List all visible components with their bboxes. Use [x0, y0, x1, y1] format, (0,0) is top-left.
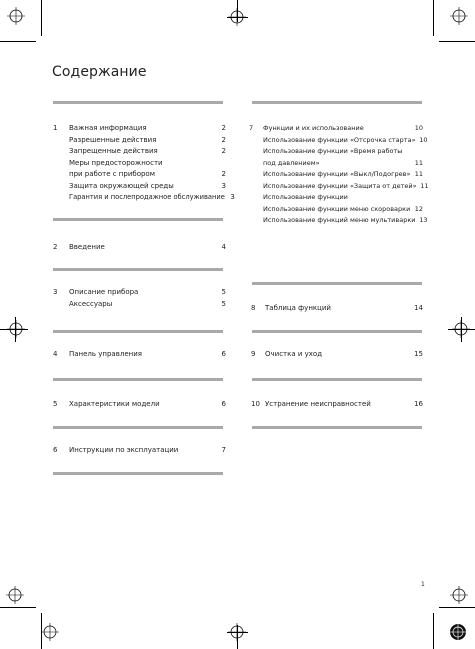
toc-entry[interactable]: [249, 204, 423, 216]
toc-page-number: 16: [414, 400, 423, 408]
toc-entry-text: Устранение неисправностей: [265, 400, 371, 408]
toc-entry[interactable]: [53, 349, 226, 361]
toc-page-number: 2: [221, 135, 226, 144]
toc-section: [53, 349, 226, 361]
section-divider: [252, 330, 422, 333]
toc-section: [251, 303, 423, 315]
toc-page-number: 3: [230, 193, 235, 201]
registration-mark-icon: [7, 7, 25, 25]
section-number: 2: [53, 243, 58, 251]
toc-page-number: 2: [221, 124, 226, 132]
toc-page-number: 5: [221, 288, 226, 296]
toc-entry[interactable]: [251, 303, 423, 315]
page-number: 1: [421, 581, 425, 588]
toc-entry-text: Использование функции меню скороварки: [263, 204, 411, 213]
toc-page-number: 7: [221, 446, 226, 454]
section-divider: [53, 268, 223, 271]
registration-mark-icon: [228, 8, 246, 26]
toc-entry-text: Очистка и уход: [265, 350, 323, 358]
toc-entry[interactable]: [53, 299, 226, 311]
section-number: 10: [251, 400, 260, 408]
crop-mark: [41, 0, 42, 36]
toc-entry-text: Таблица функций: [265, 304, 331, 312]
toc-page-number: 2: [221, 170, 226, 178]
registration-mark-icon: [6, 586, 24, 604]
toc-page-number: 10: [414, 124, 423, 132]
section-divider: [53, 378, 223, 381]
toc-page-number: 5: [221, 299, 226, 308]
toc-entry-text: Использование функции «Выкл/Подогрев»: [263, 170, 411, 178]
page-title: Содержание: [52, 64, 147, 80]
toc-entry[interactable]: [249, 215, 428, 227]
toc-entry-text: Инструкции по эксплуатации: [69, 446, 179, 454]
toc-page-number: 3: [221, 181, 226, 190]
toc-entry[interactable]: [53, 135, 226, 147]
section-divider: [53, 472, 223, 475]
toc-entry-text: Разрешенные действия: [69, 135, 157, 144]
toc-entry-text: Защита окружающей среды: [69, 181, 174, 190]
registration-mark-icon: [41, 623, 59, 641]
section-divider: [252, 282, 422, 285]
toc-entry[interactable]: [249, 169, 423, 181]
toc-entry-text: Функции и их использование: [263, 124, 364, 132]
toc-entry[interactable]: [53, 399, 226, 411]
registration-mark-icon: [7, 320, 25, 338]
toc-entry[interactable]: [53, 146, 226, 158]
toc-page-number: [411, 192, 423, 204]
toc-entry-text: Панель управления: [69, 350, 142, 358]
section-number: 4: [53, 350, 58, 358]
section-number: 5: [53, 400, 58, 408]
toc-entry-text: Описание прибора: [69, 288, 139, 296]
toc-entry-text: Использование функции «Отсрочка старта»: [263, 135, 416, 144]
toc-entry-text: Важная информация: [69, 124, 147, 132]
section-number: 6: [53, 446, 58, 454]
toc-entry[interactable]: [249, 192, 423, 204]
toc-page-number: 14: [414, 304, 423, 312]
section-divider: [252, 426, 422, 429]
toc-entry[interactable]: [251, 349, 423, 361]
toc-entry-text: Характеристики модели: [69, 400, 160, 408]
toc-page-number: 11: [414, 158, 423, 167]
section-divider: [53, 101, 223, 104]
toc-section: [53, 242, 226, 254]
toc-entry[interactable]: [249, 135, 428, 147]
toc-section: [251, 349, 423, 361]
section-number: 9: [251, 350, 256, 358]
toc-entry-text: Меры предосторожности: [69, 158, 163, 167]
toc-page-number: [216, 158, 226, 170]
section-divider: [53, 330, 223, 333]
toc-entry[interactable]: [53, 192, 235, 204]
toc-entry-text: Введение: [69, 243, 105, 251]
registration-mark-icon: [228, 623, 246, 641]
toc-entry-text: Использование функции «Защита от детей»: [263, 181, 417, 190]
section-number: 3: [53, 288, 58, 296]
toc-entry[interactable]: [249, 123, 423, 135]
toc-page-number: 10: [419, 135, 428, 144]
toc-entry[interactable]: [53, 158, 226, 170]
registration-mark-icon: [450, 7, 468, 25]
crop-mark: [433, 0, 434, 36]
toc-section: [53, 123, 235, 204]
section-divider: [53, 426, 223, 429]
toc-page-number: [411, 146, 423, 158]
toc-entry[interactable]: [53, 287, 226, 299]
toc-entry[interactable]: [249, 181, 429, 193]
toc-entry[interactable]: [249, 146, 423, 158]
crop-mark: [433, 613, 434, 649]
toc-section: [53, 287, 226, 310]
toc-section: [53, 445, 226, 457]
crop-mark: [0, 41, 36, 42]
registration-mark-icon: [450, 586, 468, 604]
toc-entry[interactable]: [251, 399, 423, 411]
toc-page-number: 11: [420, 181, 429, 190]
toc-entry-text: Гарантия и послепродажное обслуживание: [69, 193, 225, 201]
section-number: 1: [53, 124, 58, 132]
toc-page-number: 13: [419, 216, 428, 224]
crop-mark: [0, 607, 36, 608]
toc-page-number: 6: [221, 400, 226, 408]
section-number: 8: [251, 304, 256, 312]
section-divider: [53, 218, 223, 221]
toc-page-number: 12: [414, 204, 423, 213]
toc-page-number: 15: [414, 350, 423, 358]
crop-mark: [439, 607, 475, 608]
section-divider: [252, 378, 422, 381]
crop-mark: [439, 41, 475, 42]
toc-entry-text: Использование функции: [263, 193, 348, 201]
registration-mark-icon: [452, 320, 470, 338]
toc-entry[interactable]: [53, 123, 226, 135]
toc-entry-text: Использование функций меню мультиварки: [263, 216, 416, 224]
toc-entry-text: при работе с прибором: [69, 170, 155, 178]
toc-entry-text: Аксессуары: [69, 299, 113, 308]
toc-page-number: 11: [414, 170, 423, 178]
registration-mark-dark-icon: [449, 623, 467, 641]
toc-entry[interactable]: [53, 169, 226, 181]
toc-entry[interactable]: [53, 445, 226, 457]
toc-page-number: 4: [221, 243, 226, 251]
section-number: 7: [249, 124, 254, 132]
toc-entry[interactable]: [53, 242, 226, 254]
toc-section: [251, 399, 423, 411]
toc-page-number: 6: [221, 350, 226, 358]
toc-section: [53, 399, 226, 411]
section-divider: [252, 101, 422, 104]
toc-entry[interactable]: [249, 158, 423, 170]
toc-section: [249, 123, 429, 227]
toc-entry[interactable]: [53, 181, 226, 193]
toc-entry-text: Запрещенные действия: [69, 147, 158, 155]
toc-page-number: 2: [221, 147, 226, 155]
toc-entry-text: Использование функции «Время работы: [263, 147, 403, 155]
toc-entry-text: под давлением»: [263, 158, 320, 167]
